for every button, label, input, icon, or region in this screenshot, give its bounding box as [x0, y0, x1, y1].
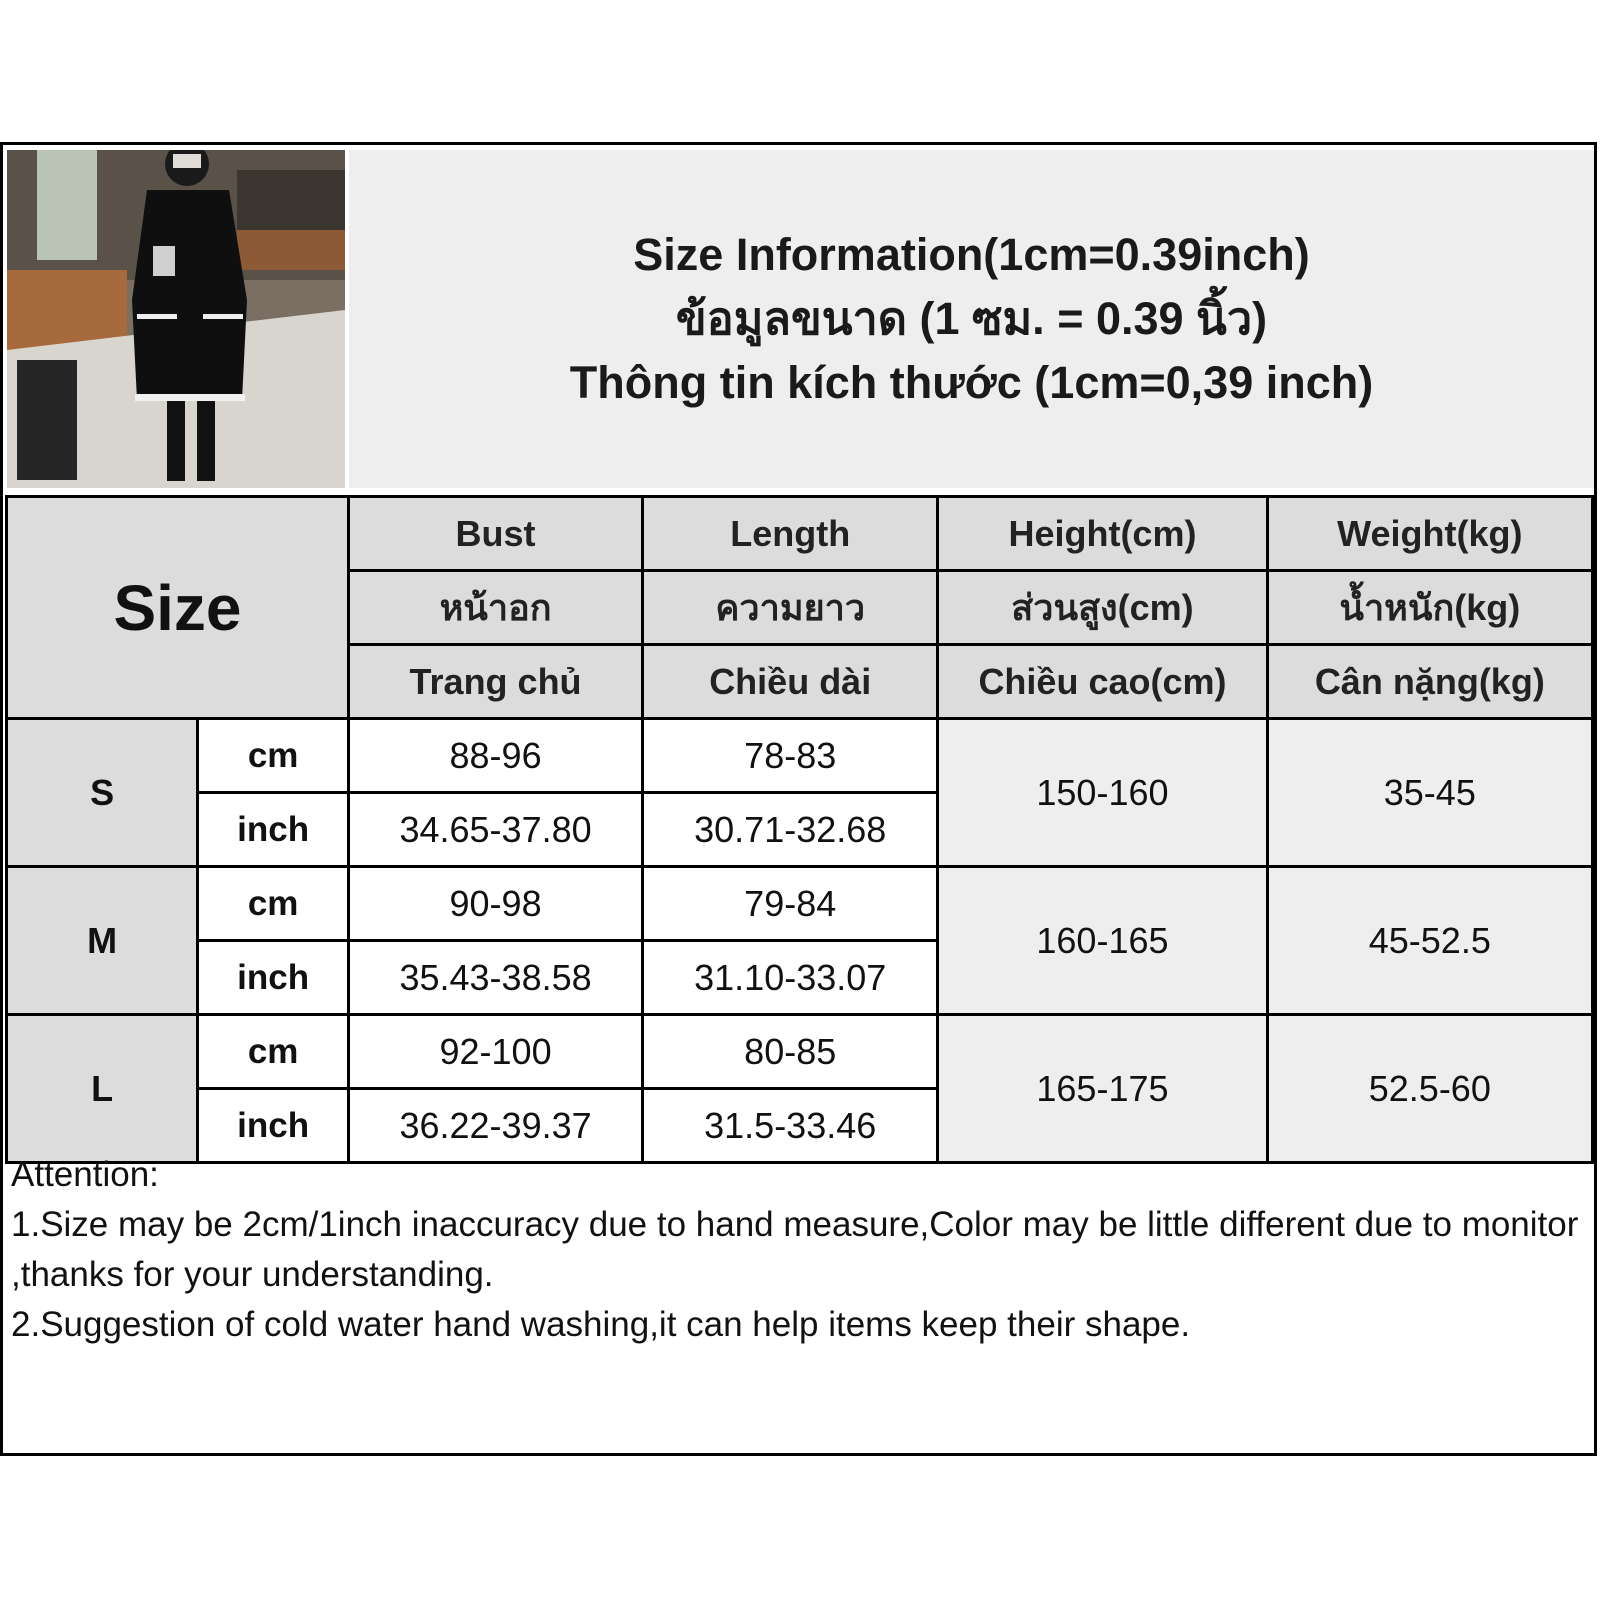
bust-cm-l: 92-100 — [348, 1015, 642, 1089]
table-row — [7, 719, 1593, 793]
col-height-th: ส่วนสูง(cm) — [938, 571, 1267, 645]
attention-note-1: 1.Size may be 2cm/1inch inaccuracy due to hand measure,Color may be little different due to monitor ,thanks for your understanding. — [11, 1205, 1579, 1294]
attention-notes — [11, 1150, 1591, 1350]
attention-note-2: 2.Suggestion of cold water hand washing,it can help items keep their shape. — [11, 1305, 1191, 1344]
bust-cm-s: 88-96 — [348, 719, 642, 793]
size-header-label: Size — [113, 571, 242, 644]
height-m: 160-165 — [938, 867, 1267, 1015]
length-inch-m: 31.10-33.07 — [643, 941, 938, 1015]
col-height-vi: Chiều cao(cm) — [938, 645, 1267, 719]
bust-inch-m: 35.43-38.58 — [348, 941, 642, 1015]
unit-inch: inch — [198, 793, 349, 867]
length-inch-s: 30.71-32.68 — [643, 793, 938, 867]
bust-inch-s: 34.65-37.80 — [348, 793, 642, 867]
header-row-english — [7, 497, 1593, 571]
length-inch-l: 31.5-33.46 — [643, 1089, 938, 1163]
weight-l: 52.5-60 — [1267, 1015, 1592, 1163]
size-chart-sheet — [0, 142, 1597, 1456]
unit-inch: inch — [198, 941, 349, 1015]
table-row — [7, 867, 1593, 941]
col-length-en: Length — [643, 497, 938, 571]
size-column-header — [7, 497, 349, 719]
col-height-en: Height(cm) — [938, 497, 1267, 571]
bust-cm-m: 90-98 — [348, 867, 642, 941]
length-cm-l: 80-85 — [643, 1015, 938, 1089]
size-table — [5, 495, 1594, 1164]
col-length-th: ความยาว — [643, 571, 938, 645]
product-photo — [7, 150, 345, 488]
length-cm-m: 79-84 — [643, 867, 938, 941]
header-title-english: Size Information(1cm=0.39inch) — [633, 229, 1310, 280]
attention-title: Attention: — [11, 1155, 159, 1194]
col-weight-vi: Cân nặng(kg) — [1267, 645, 1592, 719]
height-s: 150-160 — [938, 719, 1267, 867]
size-label-l: L — [7, 1015, 198, 1163]
unit-cm: cm — [198, 719, 349, 793]
size-information-header — [349, 150, 1594, 488]
unit-inch: inch — [198, 1089, 349, 1163]
col-weight-th: น้ำหนัก(kg) — [1267, 571, 1592, 645]
height-l: 165-175 — [938, 1015, 1267, 1163]
length-cm-s: 78-83 — [643, 719, 938, 793]
header-title-vietnamese: Thông tin kích thước (1cm=0,39 inch) — [569, 357, 1374, 408]
size-label-s: S — [7, 719, 198, 867]
col-bust-th: หน้าอก — [348, 571, 642, 645]
bust-inch-l: 36.22-39.37 — [348, 1089, 642, 1163]
col-bust-vi: Trang chủ — [348, 645, 642, 719]
size-label-m: M — [7, 867, 198, 1015]
unit-cm: cm — [198, 1015, 349, 1089]
product-photo-illustration — [7, 150, 345, 488]
col-weight-en: Weight(kg) — [1267, 497, 1592, 571]
unit-cm: cm — [198, 867, 349, 941]
header-title-thai: ข้อมูลขนาด (1 ซม. = 0.39 นิ้ว) — [675, 293, 1268, 344]
table-row — [7, 1015, 1593, 1089]
weight-m: 45-52.5 — [1267, 867, 1592, 1015]
col-length-vi: Chiều dài — [643, 645, 938, 719]
weight-s: 35-45 — [1267, 719, 1592, 867]
col-bust-en: Bust — [348, 497, 642, 571]
